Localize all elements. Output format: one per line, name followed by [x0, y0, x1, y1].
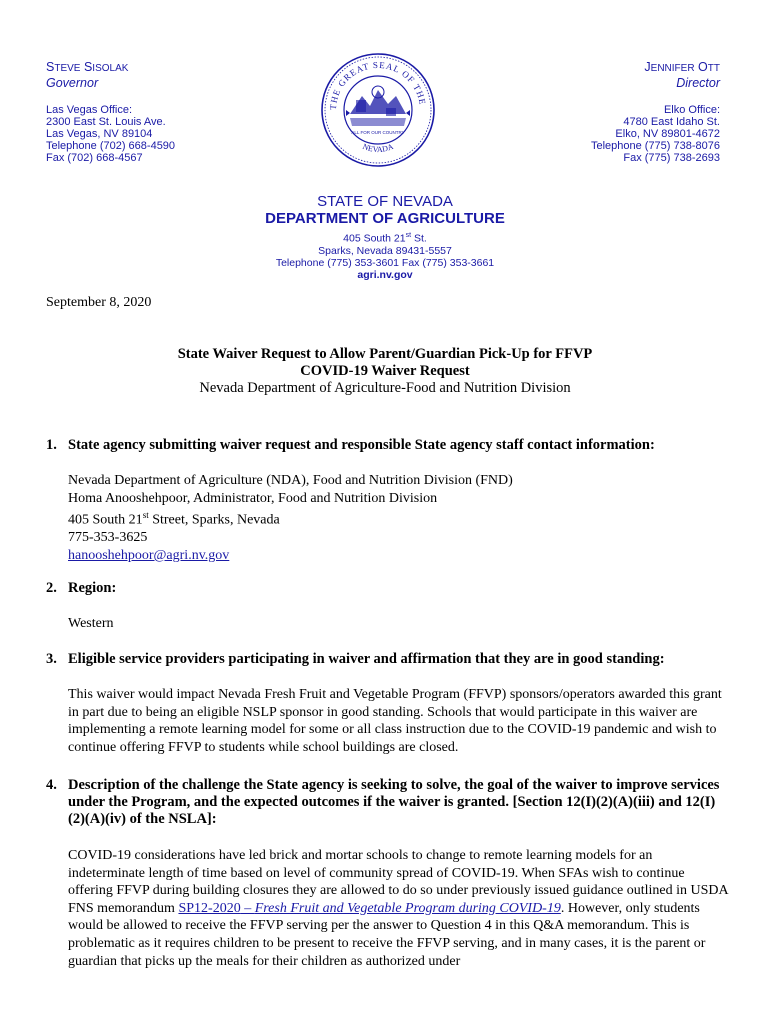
agency-phones: Telephone (775) 353-3601 Fax (775) 353-3661: [275, 256, 495, 269]
section-3-heading: 3. Eligible service providers participating in waiver and affirmation that they are in good standing:: [46, 651, 665, 667]
las-vegas-phone: Telephone (702) 668-4590: [46, 140, 176, 152]
agency-website[interactable]: agri.nv.gov: [357, 268, 413, 281]
las-vegas-fax: Fax (702) 668-4567: [46, 152, 143, 164]
contact-email-link[interactable]: hanooshehpoor@agri.nv.gov: [68, 548, 230, 564]
seal-graphic: [320, 52, 436, 168]
contact-agency: Nevada Department of Agriculture (NDA), Food and Nutrition Division (FND): [68, 473, 513, 488]
great-seal-of-nevada: [320, 52, 436, 168]
elko-office-label: Elko Office:: [663, 104, 720, 116]
contact-address: 405 South 21st Street, Sparks, Nevada: [68, 510, 280, 528]
section-1-heading: 1. State agency submitting waiver request and responsible State agency staff contact information:: [46, 437, 655, 453]
document-subtitle: COVID-19 Waiver Request: [300, 363, 470, 379]
governor-title: Governor: [46, 76, 99, 90]
elko-address1: 4780 East Idaho St.: [623, 116, 720, 128]
seal-bottom-text: NEVADA: [361, 141, 395, 155]
state-name: STATE OF NEVADA: [317, 193, 453, 210]
seal-motto: ALL FOR OUR COUNTRY: [351, 130, 405, 135]
contact-person: Homa Anooshehpoor, Administrator, Food and Nutrition Division: [68, 490, 438, 506]
director-block: [591, 60, 720, 164]
director-title: Director: [676, 76, 720, 90]
governor-name: STEVE SISOLAK: [46, 60, 129, 74]
director-name: JENNIFER OTT: [644, 60, 720, 74]
las-vegas-address2: Las Vegas, NV 89104: [46, 128, 153, 140]
section-4-heading: 4. Description of the challenge the State agency is seeking to solve, the goal of the waiver to improve services under the Program, and the expected outcomes if the waiver is granted. [Section 12(I)(2)(A)(iii) and 12(I)(2)(A)(iv) of the NSLA]:: [46, 777, 720, 827]
agency-street: 405 South 21st St.: [343, 232, 427, 245]
document-title: State Waiver Request to Allow Parent/Guardian Pick-Up for FFVP: [177, 346, 593, 362]
agency-header: [0, 193, 770, 281]
department-name: DEPARTMENT OF AGRICULTURE: [265, 210, 505, 227]
contact-phone: 775-353-3625: [68, 530, 148, 546]
las-vegas-address1: 2300 East St. Louis Ave.: [46, 116, 166, 128]
elko-phone: Telephone (775) 738-8076: [590, 140, 720, 152]
memo-link[interactable]: SP12-2020 – Fresh Fruit and Vegetable Program during COVID-19: [178, 900, 561, 916]
elko-fax: Fax (775) 738-2693: [623, 152, 720, 164]
section-2-heading: 2. Region:: [46, 580, 117, 596]
governor-block: [46, 60, 175, 164]
agency-city: Sparks, Nevada 89431-5557: [318, 244, 452, 257]
region-value: Western: [68, 616, 114, 631]
las-vegas-office-label: Las Vegas Office:: [46, 104, 133, 116]
section-1-contact: [68, 472, 728, 565]
document-agency-line: Nevada Department of Agriculture-Food and Nutrition Division: [199, 380, 571, 396]
section-4-body: COVID-19 considerations have led brick and mortar schools to change to remote learning models for an indeterminate length of time based on level of community spread of COVID-19. When SFAs wish to continue offering FFVP during building closures they are allowed to do so under previously issued guidance outlined in USDA FNS memorandum SP12-2020 – Fresh Fruit and Vegetable Program during COVID-19. However, only students would be allowed to receive the FFVP serving per the answer to Question 4 in this Q&A memorandum. This is problematic as it requires children to be present to receive the FFVP serving, and in many cases, it is the parent or guardian that picks up the meals for their children as authorized under: [68, 848, 728, 969]
seal-ring-text: THE GREAT SEAL OF THE: [327, 59, 428, 111]
document-title-block: [0, 346, 770, 397]
elko-address2: Elko, NV 89801-4672: [615, 128, 720, 140]
section-3-body: This waiver would impact Nevada Fresh Fruit and Vegetable Program (FFVP) sponsors/operators awarded this grant in part due to being an eligible NSLP sponsor in good standing. Schools that would participate in this waiver are implementing a remote learning model for some or all class instruction due to the COVID-19 pandemic and wish to continue offering FFVP to students while school buildings are closed.: [68, 687, 722, 755]
letter-date: September 8, 2020: [46, 295, 152, 310]
